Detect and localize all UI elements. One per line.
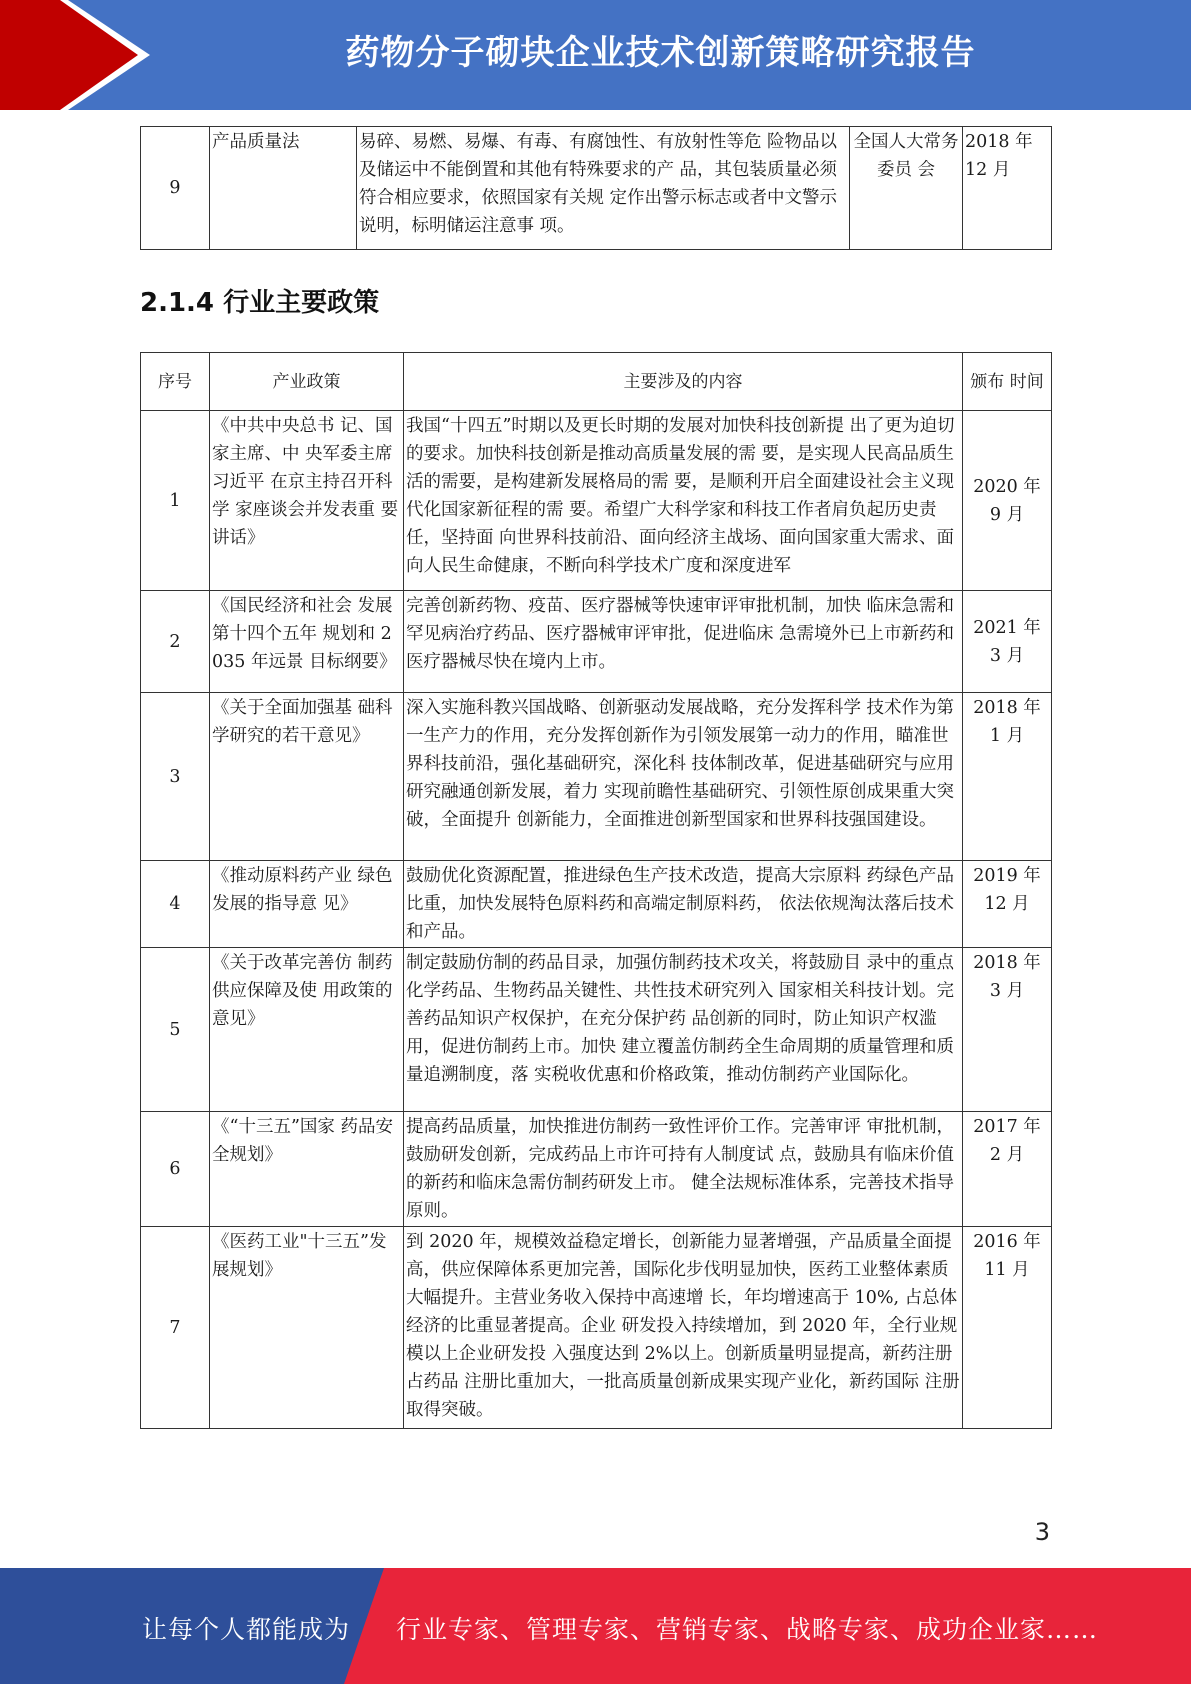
policy-table	[140, 352, 1052, 1429]
section-heading: 2.1.4 行业主要政策	[140, 288, 380, 318]
policy-row	[141, 693, 1052, 861]
report-title: 药物分子砌块企业技术创新策略研究报告	[345, 33, 976, 73]
policy-row-date: 2019 年 12 月	[963, 861, 1052, 948]
policy-row-content: 到 2020 年，规模效益稳定增长，创新能力显著增强，产品质量全面提高，供应保障体系更加完善，国际化步伐明显加快，医药工业整体素质大幅提升。主营业务收入保持中高速增 长，年均增速高于 10%, 占总体经济的比重显著提高。企业 研发投入持续增加，到 2020 年，全行业规模以上企业研发投 入强度达到 2%以上。创新质量明显提高，新药注册占药品 注册比重加大，一批高质量创新成果实现产业化，新药国际 注册取得突破。	[404, 1227, 963, 1429]
policy-row-date: 2020 年 9 月	[963, 411, 1052, 591]
policy-row	[141, 948, 1052, 1112]
page-header	[0, 0, 1191, 110]
law-row	[141, 127, 1052, 250]
policy-row	[141, 591, 1052, 693]
policy-row-date: 2016 年 11 月	[963, 1227, 1052, 1429]
policy-table-header-row	[141, 353, 1052, 411]
policy-row-content: 制定鼓励仿制的药品目录，加强仿制药技术攻关，将鼓励目 录中的重点化学药品、生物药品关键性、共性技术研究列入 国家相关科技计划。完善药品知识产权保护，在充分保护药 品创新的同时，防止知识产权滥用，促进仿制药上市。加快 建立覆盖仿制药全生命周期的质量管理和质量追溯制度，落 实税收优惠和价格政策，推动仿制药产业国际化。	[404, 948, 963, 1112]
policy-row-date: 2017 年 2 月	[963, 1112, 1052, 1227]
policy-row-num: 6	[141, 1112, 210, 1227]
policy-row-name: 《医药工业"十三五”发展规划》	[210, 1227, 404, 1429]
policy-table-body	[141, 411, 1052, 1429]
policy-row-date: 2018 年 1 月	[963, 693, 1052, 861]
policy-row-date: 2018 年 3 月	[963, 948, 1052, 1112]
header-num: 序号	[141, 353, 210, 411]
law-table-body	[141, 127, 1052, 250]
policy-row-name: 《国民经济和社会 发展第十四个五年 规划和 2035 年远景 目标纲要》	[210, 591, 404, 693]
policy-row	[141, 411, 1052, 591]
policy-row-content: 提高药品质量，加快推进仿制药一致性评价工作。完善审评 审批机制，鼓励研发创新，完成药品上市许可持有人制度试 点，鼓励具有临床价值的新药和临床急需仿制药研发上市。 健全法规标准体系，完善技术指导原则。	[404, 1112, 963, 1227]
policy-row-date: 2021 年 3 月	[963, 591, 1052, 693]
header-content: 主要涉及的内容	[404, 353, 963, 411]
law-row-date: 2018 年 12 月	[963, 127, 1052, 250]
footer-slogan-left: 让每个人都能成为	[142, 1615, 351, 1644]
policy-row-name: 《“十三五”国家 药品安全规划》	[210, 1112, 404, 1227]
header-policy: 产业政策	[210, 353, 404, 411]
law-row-name: 产品质量法	[210, 127, 357, 250]
page-number: 3	[1034, 1518, 1050, 1546]
page-footer	[0, 1568, 1191, 1684]
policy-row	[141, 1112, 1052, 1227]
policy-row	[141, 861, 1052, 948]
header-date: 颁布 时间	[963, 353, 1052, 411]
policy-row-num: 7	[141, 1227, 210, 1429]
header-arrow-icon	[0, 0, 150, 110]
policy-row-content: 深入实施科教兴国战略、创新驱动发展战略，充分发挥科学 技术作为第一生产力的作用，充分发挥创新作为引领发展第一动力的作用，瞄准世界科技前沿，强化基础研究，深化科 技体制改革，促进基础研究与应用研究融通创新发展，着力 实现前瞻性基础研究、引领性原创成果重大突破，全面提升 创新能力，全面推进创新型国家和世界科技强国建设。	[404, 693, 963, 861]
policy-row-num: 1	[141, 411, 210, 591]
policy-row-name: 《关于改革完善仿 制药供应保障及使 用政策的意见》	[210, 948, 404, 1112]
law-row-num: 9	[141, 127, 210, 250]
policy-row-content: 鼓励优化资源配置，推进绿色生产技术改造，提高大宗原料 药绿色产品比重，加快发展特色原料药和高端定制原料药， 依法依规淘汰落后技术和产品。	[404, 861, 963, 948]
policy-row-num: 2	[141, 591, 210, 693]
footer-slogan-right: 行业专家、管理专家、营销专家、战略专家、成功企业家……	[396, 1615, 1099, 1644]
law-table	[140, 126, 1052, 250]
policy-row-num: 5	[141, 948, 210, 1112]
law-row-content: 易碎、易燃、易爆、有毒、有腐蚀性、有放射性等危 险物品以及储运中不能倒置和其他有特殊要求的产 品，其包装质量必须符合相应要求，依照国家有关规 定作出警示标志或者中文警示说明，标明储运注意事 项。	[357, 127, 850, 250]
policy-row-content: 完善创新药物、疫苗、医疗器械等快速审评审批机制，加快 临床急需和罕见病治疗药品、医疗器械审评审批，促进临床 急需境外已上市新药和医疗器械尽快在境内上市。	[404, 591, 963, 693]
law-row-org: 全国人大常务委员 会	[850, 127, 963, 250]
policy-row-name: 《中共中央总书 记、国家主席、中 央军委主席习近平 在京主持召开科学 家座谈会并发表重 要讲话》	[210, 411, 404, 591]
policy-row-num: 3	[141, 693, 210, 861]
policy-row-name: 《推动原料药产业 绿色发展的指导意 见》	[210, 861, 404, 948]
policy-row	[141, 1227, 1052, 1429]
policy-row-num: 4	[141, 861, 210, 948]
policy-row-name: 《关于全面加强基 础科学研究的若干意见》	[210, 693, 404, 861]
policy-row-content: 我国“十四五”时期以及更长时期的发展对加快科技创新提 出了更为迫切的要求。加快科技创新是推动高质量发展的需 要，是实现人民高品质生活的需要，是构建新发展格局的需 要，是顺利开启全面建设社会主义现代化国家新征程的需 要。希望广大科学家和科技工作者肩负起历史责任，坚持面 向世界科技前沿、面向经济主战场、面向国家重大需求、面 向人民生命健康，不断向科学技术广度和深度进军	[404, 411, 963, 591]
